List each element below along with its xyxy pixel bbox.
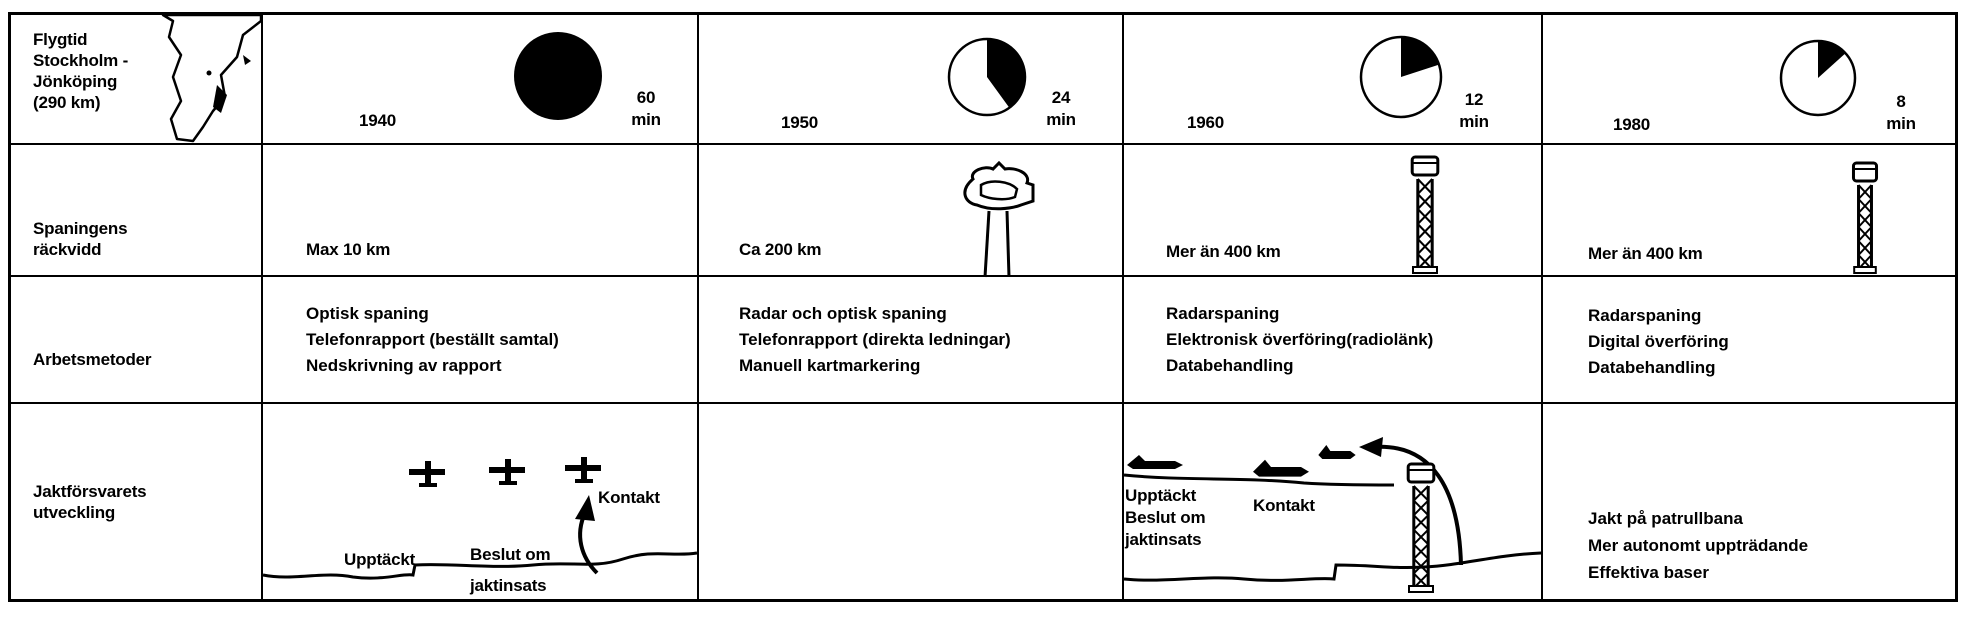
observation-tower-icon xyxy=(951,155,1041,277)
tower-base xyxy=(1413,267,1437,273)
row-divider xyxy=(11,402,1955,404)
method-item: Databehandling xyxy=(1166,356,1294,375)
method-item: Radarspaning xyxy=(1166,304,1280,323)
method-item: Telefonrapport (direkta ledningar) xyxy=(739,330,1011,349)
method-item: Telefonrapport (beställt samtal) xyxy=(306,330,559,349)
flight-minutes: 12 min xyxy=(1459,90,1489,131)
jet-body xyxy=(1127,455,1183,469)
radar-head xyxy=(1408,464,1434,482)
fighter-item: Jakt på patrullbana xyxy=(1588,509,1743,528)
column-divider xyxy=(1541,15,1543,599)
flight-time-label: Flygtid Stockholm - Jönköping (290 km) xyxy=(33,30,129,112)
tower-base xyxy=(1854,267,1876,273)
radar-tower-icon xyxy=(1405,155,1445,277)
method-item: Radar och optisk spaning xyxy=(739,304,947,323)
range-value: Ca 200 km xyxy=(739,240,822,259)
fighter-step-upptackt: Upptäckt xyxy=(1125,486,1197,505)
fighter-item: Mer autonomt uppträdande xyxy=(1588,536,1809,555)
method-item: Databehandling xyxy=(1588,358,1716,377)
range-label: Spaningens räckvidd xyxy=(33,219,128,259)
tail xyxy=(499,481,517,485)
year-label: 1940 xyxy=(359,111,397,130)
fighter-1980-list xyxy=(1588,505,1808,586)
pie-clock-icon xyxy=(513,31,603,121)
fighter-item: Effektiva baser xyxy=(1588,563,1709,582)
fighter-step-beslut: Beslut om xyxy=(470,545,551,564)
radar-head xyxy=(1853,163,1876,181)
fighter-jet-icon xyxy=(1125,451,1185,471)
flight-minutes: 8 min xyxy=(1886,92,1916,133)
methods-list xyxy=(1588,303,1729,381)
fighter-step-jaktinsats: jaktinsats xyxy=(1125,530,1202,549)
tail xyxy=(575,479,593,483)
row-divider xyxy=(11,143,1955,145)
radar-head xyxy=(1412,157,1438,175)
year-label: 1980 xyxy=(1613,115,1651,134)
comparison-table xyxy=(8,12,1958,602)
methods-label: Arbetsmetoder xyxy=(33,350,152,369)
method-item: Digital överföring xyxy=(1588,332,1729,351)
methods-list xyxy=(739,301,1011,379)
fighter-aircraft-icon xyxy=(561,455,605,485)
fighter-step-jaktinsats: jaktinsats xyxy=(470,576,547,595)
pie-clock-icon xyxy=(947,37,1027,117)
methods-list xyxy=(1166,301,1433,379)
sweden-map-icon xyxy=(151,15,263,143)
year-label: 1960 xyxy=(1187,113,1225,132)
flight-minutes: 60 min xyxy=(631,88,661,129)
range-value: Max 10 km xyxy=(306,240,391,259)
tower-base xyxy=(1409,586,1433,592)
column-divider xyxy=(1122,15,1124,599)
fighter-jet-icon xyxy=(1251,455,1311,479)
fighter-label: Jaktförsvarets utveckling xyxy=(33,482,147,522)
range-value: Mer än 400 km xyxy=(1588,244,1703,263)
tail xyxy=(419,483,437,487)
radar-tower-icon xyxy=(1847,161,1883,277)
range-value: Mer än 400 km xyxy=(1166,242,1281,261)
method-item: Manuell kartmarkering xyxy=(739,356,921,375)
jet-body xyxy=(1253,460,1309,477)
fighter-step-kontakt: Kontakt xyxy=(598,488,660,507)
fighter-aircraft-icon xyxy=(485,457,529,487)
pie-clock-icon xyxy=(1779,39,1857,117)
radar-tower-icon xyxy=(1401,462,1441,596)
method-item: Nedskrivning av rapport xyxy=(306,356,502,375)
pie-clock-icon xyxy=(1359,35,1443,119)
intercept-arrow xyxy=(1311,427,1471,567)
fighter-steps xyxy=(1125,485,1205,551)
method-item: Elektronisk överföring(radiolänk) xyxy=(1166,330,1434,349)
fighter-aircraft-icon xyxy=(405,459,449,489)
method-item: Radarspaning xyxy=(1588,306,1702,325)
methods-list xyxy=(306,301,559,379)
year-label: 1950 xyxy=(781,113,819,132)
fighter-step-upptackt: Upptäckt xyxy=(344,550,416,569)
column-divider xyxy=(697,15,699,599)
fighter-step-kontakt: Kontakt xyxy=(1253,496,1315,515)
flight-minutes: 24 min xyxy=(1046,88,1076,129)
pie-fill xyxy=(514,32,602,120)
fighter-step-beslut: Beslut om xyxy=(1125,508,1206,527)
method-item: Optisk spaning xyxy=(306,304,429,323)
